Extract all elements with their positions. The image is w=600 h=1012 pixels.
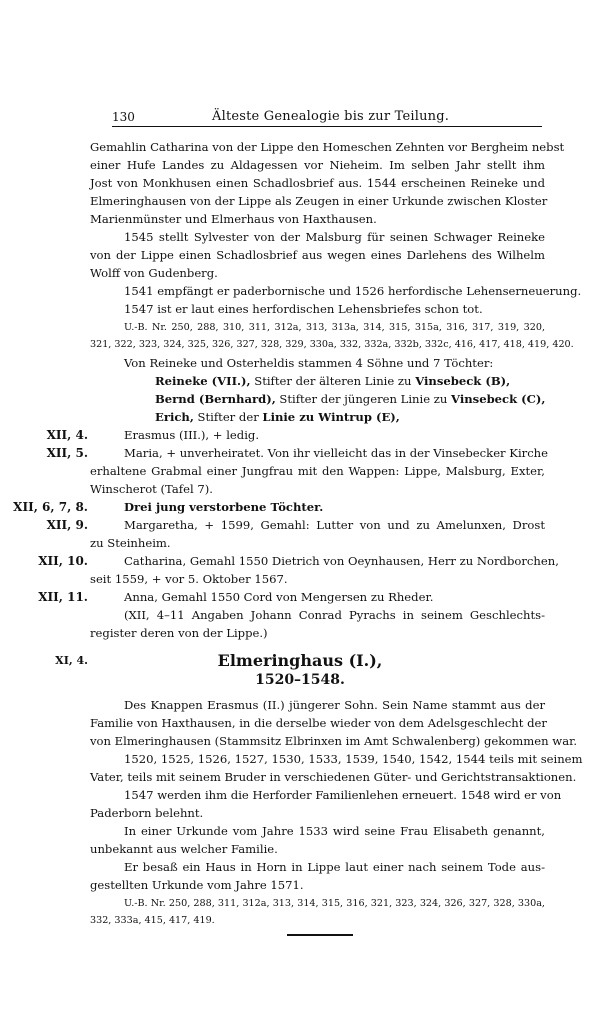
son-place: Linie zu Wintrup (E), [262, 410, 400, 424]
text-line: Er besaß ein Haus in Horn in Lippe laut einer nach seinem Tode aus- [124, 860, 545, 874]
son-text: Stifter der [193, 410, 263, 424]
son-name: Erich, [155, 410, 194, 424]
note-line: (XII, 4–11 Angaben Johann Conrad Pyrachs in seinem Geschlechts- [124, 608, 545, 622]
text-line: 1547 werden ihm die Herforder Familienlehen erneuert. 1548 wird er von [124, 788, 562, 802]
text-line: Von Reineke und Osterheldis stammen 4 Söhne und 7 Töchter: [124, 356, 494, 370]
text-line: von der Lippe einen Schadlosbrief aus wegen eines Darlehens des Wilhelm [90, 248, 545, 262]
text-line: Marienmünster und Elmerhaus von Haxthausen. [90, 212, 377, 226]
text-line: einer Hufe Landes zu Aldagessen vor Nieheim. Im selben Jahr stellt ihm [90, 158, 545, 172]
section-dates: 1520–1548. [255, 672, 345, 688]
genealogy-mark: XII, 5. [46, 446, 88, 460]
text-line: In einer Urkunde vom Jahre 1533 wird seine Frau Elisabeth genannt, [124, 824, 545, 838]
text-line: unbekannt aus welcher Familie. [90, 842, 278, 856]
son-entry [155, 374, 510, 388]
text-line: 1545 stellt Sylvester von der Malsburg für seinen Schwager Reineke [124, 230, 545, 244]
genealogy-mark: XII, 9. [46, 518, 88, 532]
text-line: Vater, teils mit seinem Bruder in verschiedenen Güter- und Gerichtstransaktionen. [90, 770, 577, 784]
genealogy-mark: XII, 11. [38, 590, 88, 604]
text-line: Paderborn belehnt. [90, 806, 204, 820]
text-line: Des Knappen Erasmus (II.) jüngerer Sohn. Sein Name stammt aus der [124, 698, 545, 712]
text-line: Gemahlin Catharina von der Lippe den Homeschen Zehnten vor Bergheim nebst [90, 140, 565, 154]
son-name: Bernd (Bernhard), [155, 392, 276, 406]
text-line: Elmeringhausen von der Lippe als Zeugen in einer Urkunde zwischen Kloster [90, 194, 548, 208]
text-line: Wolff von Gudenberg. [90, 266, 218, 280]
entry-line: Winscherot (Tafel 7). [90, 482, 213, 496]
son-text: Stifter der jüngeren Linie zu [275, 392, 452, 406]
son-place: Vinsebeck (C), [451, 392, 546, 406]
genealogy-mark: XII, 10. [38, 554, 88, 568]
entry-line: Maria, + unverheiratet. Von ihr vielleicht das in der Vinsebecker Kirche [124, 446, 549, 460]
section-mark: XI, 4. [55, 654, 88, 667]
running-title: Älteste Genealogie bis zur Teilung. [212, 109, 450, 124]
entry-line: zu Steinheim. [90, 536, 171, 550]
genealogy-mark: XII, 6, 7, 8. [13, 500, 88, 514]
entry-line: erhaltene Grabmal einer Jungfrau mit den Wappen: Lippe, Malsburg, Exter, [90, 464, 545, 478]
text-line: von Elmeringhausen (Stammsitz Elbrinxen im Amt Schwalenberg) gekommen war. [90, 734, 578, 748]
text-line: 1541 empfängt er paderbornische und 1526 herfordische Lehenserneuerung. [124, 284, 582, 298]
son-entry [155, 410, 400, 424]
text-line: Jost von Monkhusen einen Schadlosbrief aus. 1544 erscheinen Reineke und [90, 176, 545, 190]
reference-line: U.-B. Nr. 250, 288, 310, 311, 312a, 313, 313a, 314, 315, 315a, 316, 317, 319, 320, [124, 322, 545, 333]
text-line: Familie von Haxthausen, in die derselbe wieder von dem Adelsgeschlecht der [90, 716, 547, 730]
son-name: Reineke (VII.), [155, 374, 251, 388]
entry-line: Catharina, Gemahl 1550 Dietrich von Oeynhausen, Herr zu Nordborchen, [124, 554, 559, 568]
text-line: 1520, 1525, 1526, 1527, 1530, 1533, 1539, 1540, 1542, 1544 teils mit seinem [124, 752, 583, 766]
entry-line: Anna, Gemahl 1550 Cord von Mengersen zu Rheder. [124, 590, 434, 604]
genealogy-mark: XII, 4. [46, 428, 88, 442]
page-number: 130 [112, 110, 135, 124]
reference-line: 332, 333a, 415, 417, 419. [90, 915, 215, 926]
end-rule [287, 934, 353, 936]
reference-line: U.-B. Nr. 250, 288, 311, 312a, 313, 314, 315, 316, 321, 323, 324, 326, 327, 328, 330a, [124, 898, 545, 909]
son-text: Stifter der älteren Linie zu [250, 374, 416, 388]
son-place: Vinsebeck (B), [415, 374, 511, 388]
entry-line: Margaretha, + 1599, Gemahl: Lutter von und zu Amelunxen, Drost [124, 518, 545, 532]
running-header [112, 110, 542, 127]
section-title: Elmeringhaus (I.), [217, 651, 383, 670]
note-line: register deren von der Lippe.) [90, 626, 268, 640]
text-line: 1547 ist er laut eines herfordischen Lehensbriefes schon tot. [124, 302, 483, 316]
entry-line: Erasmus (III.), + ledig. [124, 428, 260, 442]
entry-line: seit 1559, + vor 5. Oktober 1567. [90, 572, 288, 586]
reference-line: 321, 322, 323, 324, 325, 326, 327, 328, 329, 330a, 332, 332a, 332b, 332c, 416, 417, 418, 419, 420. [90, 339, 574, 350]
son-entry [155, 392, 545, 406]
text-line: gestellten Urkunde vom Jahre 1571. [90, 878, 304, 892]
entry-line: Drei jung verstorbene Töchter. [124, 500, 324, 514]
